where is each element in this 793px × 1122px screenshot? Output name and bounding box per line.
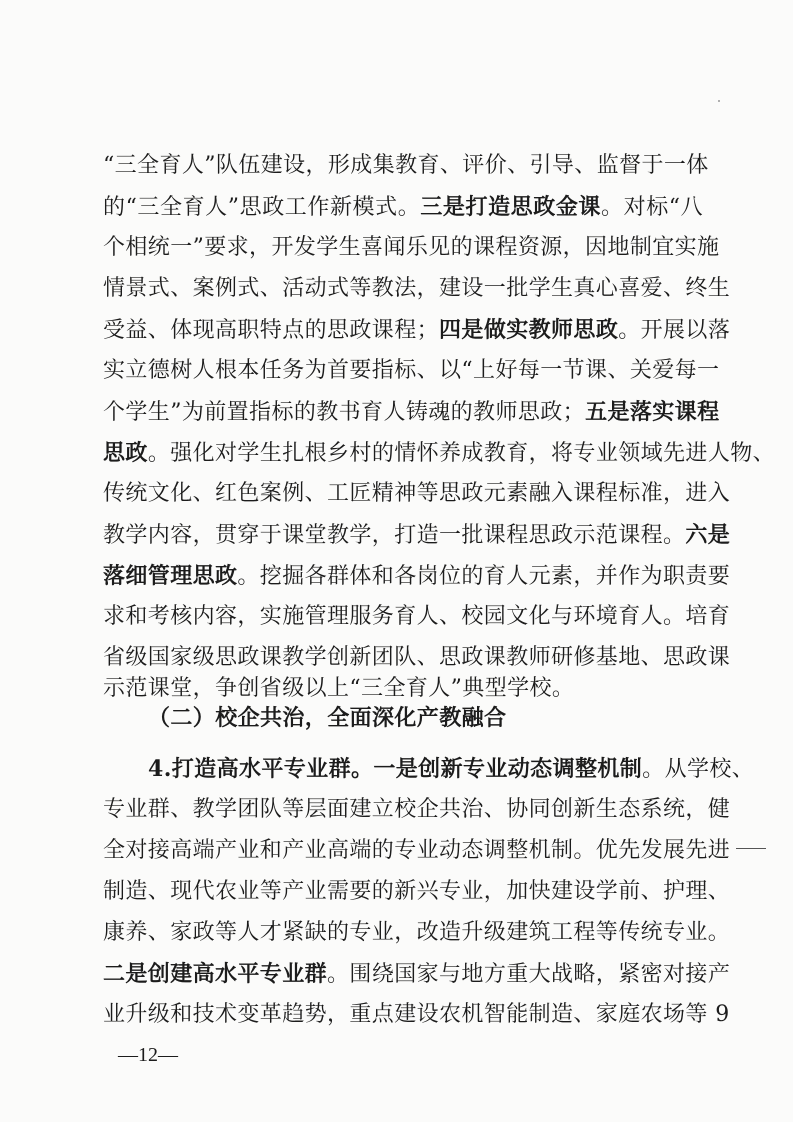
text-segment: 康养、家政等人才紧缺的专业，改造升级建筑工程等传统专业。 (103, 920, 731, 945)
text-segment: 。围绕国家与地方重大战略，紧密对接产 (327, 962, 731, 987)
bold-text-segment: 六是 (685, 522, 731, 548)
text-segment: 传统文化、红色案例、工匠精神等思政元素融入课程标准，进入 (103, 481, 731, 506)
text-segment: 制造、现代农业等产业需要的新兴专业，加快建设学前、护理、 (103, 879, 731, 904)
text-line (103, 438, 776, 468)
text-line (103, 356, 720, 386)
text-line (103, 674, 703, 704)
text-line (103, 877, 731, 907)
text-line (103, 643, 731, 673)
text-line (103, 192, 703, 222)
text-line (103, 397, 720, 427)
text-segment: 。强化对学生扎根乡村的情怀养成教育，将专业领域先进人物、 (147, 441, 776, 466)
text-segment: 。对标“八 (601, 195, 704, 220)
text-line (103, 795, 731, 825)
text-segment: 个学生”为前置指标的教书育人铸魂的教师思政； (103, 400, 586, 425)
bold-text-segment: 思政 (103, 440, 148, 466)
text-segment: 。挖掘各群体和各岗位的育人元素，并作为职责要 (237, 564, 731, 589)
bold-text-segment: 三是打造思政金课 (420, 194, 602, 220)
text-segment: 受益、体现高职特点的思政课程； (103, 318, 440, 343)
text-line (103, 520, 731, 550)
text-segment: 专业群、教学团队等层面建立校企共治、协同创新生态系统，健 (103, 797, 731, 822)
text-line (103, 602, 731, 632)
text-segment: 业升级和技术变革趋势，重点建设农机智能制造、家庭农场等 9 (103, 1002, 730, 1027)
section-heading: （二）校企共治，全面深化产教融合 (148, 705, 507, 731)
text-line (148, 754, 755, 784)
bold-text-segment: 五是落实课程 (585, 399, 720, 425)
text-segment: 的“三全育人”思政工作新模式。 (103, 195, 421, 220)
text-segment: 实立德树人根本任务为首要指标、以“上好每一节课、关爱每一 (103, 358, 720, 383)
bold-text-segment: 四是做实教师思政 (439, 317, 619, 343)
text-line (103, 1000, 730, 1030)
bold-text-segment: 落细管理思政 (103, 563, 238, 589)
text-segment: 示范课堂，争创省级以上“三全育人”典型学校。 (103, 676, 575, 701)
margin-mark (736, 848, 766, 849)
text-segment: 。从学校、 (642, 757, 755, 782)
text-segment: 求和考核内容，实施管理服务育人、校园文化与环境育人。培育 (103, 604, 731, 629)
text-segment: 情景式、案例式、活动式等教法，建设一批学生真心喜爱、终生 (103, 276, 731, 301)
text-line (103, 315, 731, 345)
text-segment: 。开展以落 (618, 318, 731, 343)
page-number: —12— (118, 1044, 178, 1066)
text-line (103, 274, 731, 304)
text-segment: 省级国家级思政课教学创新团队、思政课教师研修基地、思政课 (103, 645, 731, 670)
bold-text-segment: 二是创建高水平专业群 (103, 961, 328, 987)
text-line (103, 151, 709, 181)
text-line (103, 959, 731, 989)
scan-speck (718, 100, 720, 102)
text-segment: 全对接高端产业和产业高端的专业动态调整机制。优先发展先进 (103, 838, 731, 863)
text-line (103, 233, 720, 263)
text-line (103, 918, 731, 948)
text-segment: “三全育人”队伍建设，形成集教育、评价、引导、监督于一体 (103, 153, 709, 178)
text-line (103, 561, 731, 591)
text-segment: 个相统一”要求，开发学生喜闻乐见的课程资源，因地制宜实施 (103, 235, 720, 260)
text-line (103, 479, 731, 509)
text-segment: 教学内容，贯穿于课堂教学，打造一批课程思政示范课程。 (103, 523, 686, 548)
bold-text-segment: 4.打造高水平专业群。一是创新专业动态调整机制 (148, 756, 643, 782)
text-line (103, 836, 731, 866)
